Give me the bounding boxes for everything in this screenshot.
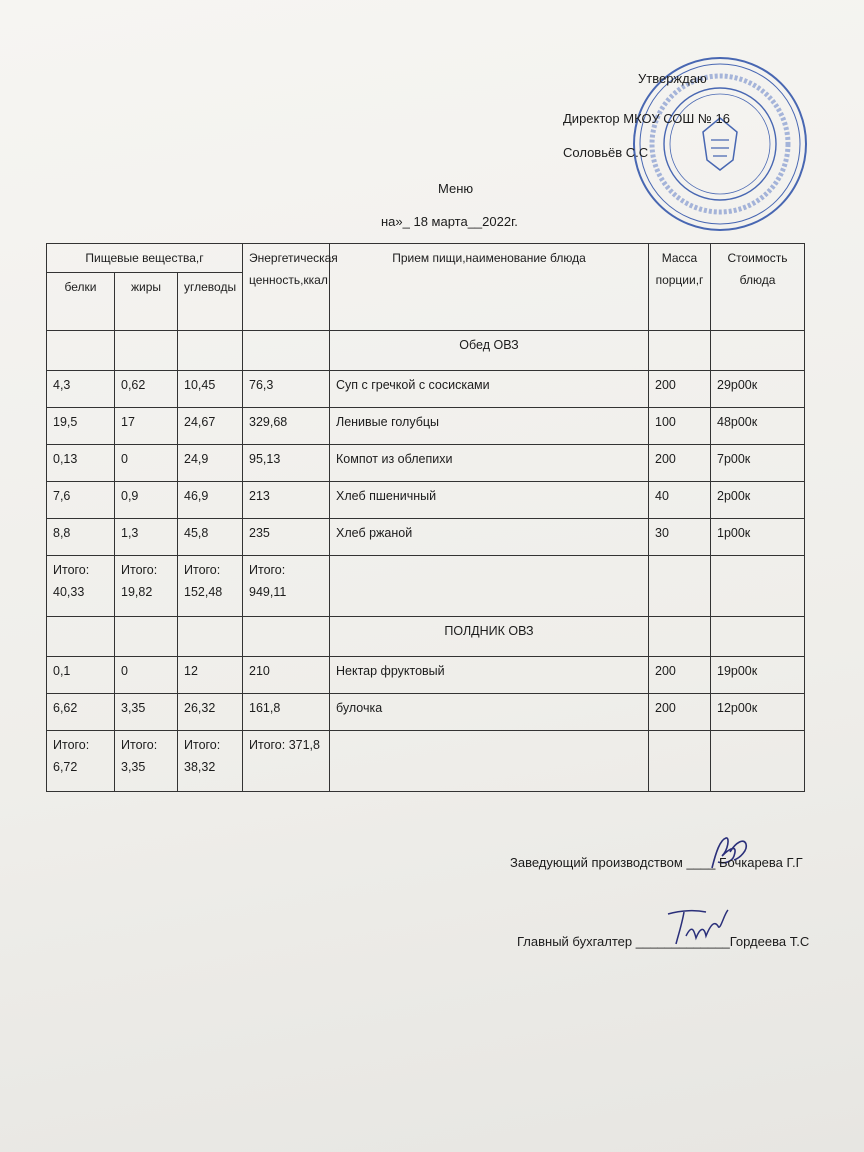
cell-mass: 200: [649, 371, 711, 408]
total-row: [47, 556, 805, 617]
cell-fat: 3,35: [115, 694, 178, 731]
cell-protein: 4,3: [47, 371, 115, 408]
header-dish: Прием пищи,наименование блюда: [330, 244, 649, 331]
cell-energy: 210: [243, 657, 330, 694]
header-mass: Масса порции,г: [649, 244, 711, 331]
table-row: [47, 408, 805, 445]
total-row: [47, 731, 805, 792]
cell-cost: 29р00к: [711, 371, 805, 408]
cell-fat: 0,62: [115, 371, 178, 408]
header-fat: жиры: [115, 273, 178, 331]
header-carbs: углеводы: [178, 273, 243, 331]
cell-protein: 8,8: [47, 519, 115, 556]
cell-cost: 7р00к: [711, 445, 805, 482]
table-row: [47, 519, 805, 556]
cell-energy: 235: [243, 519, 330, 556]
cell-energy: 161,8: [243, 694, 330, 731]
cell-carbs: 46,9: [178, 482, 243, 519]
cell-protein: 19,5: [47, 408, 115, 445]
approve-label: Утверждаю: [638, 71, 707, 86]
total-fat: Итого: 19,82: [115, 556, 178, 617]
cell-fat: 0,9: [115, 482, 178, 519]
cell-dish: Хлеб ржаной: [330, 519, 649, 556]
section-title: ПОЛДНИК ОВЗ: [330, 617, 649, 657]
cell-cost: 2р00к: [711, 482, 805, 519]
table-row: [47, 445, 805, 482]
header-energy: Энергетическая ценность,ккал: [243, 244, 330, 331]
header-protein: белки: [47, 273, 115, 331]
cell-dish: Суп с гречкой с сосисками: [330, 371, 649, 408]
menu-date: на»_ 18 марта__2022г.: [381, 214, 518, 229]
header-cost: Стоимость блюда: [711, 244, 805, 331]
table-row: [47, 694, 805, 731]
cell-protein: 7,6: [47, 482, 115, 519]
section-title: Обед ОВЗ: [330, 331, 649, 371]
cell-dish: Хлеб пшеничный: [330, 482, 649, 519]
cell-protein: 0,1: [47, 657, 115, 694]
cell-fat: 0: [115, 657, 178, 694]
cell-protein: 6,62: [47, 694, 115, 731]
cell-mass: 200: [649, 694, 711, 731]
section-row: [47, 331, 805, 371]
cell-dish: булочка: [330, 694, 649, 731]
director-line: Директор МКОУ СОШ № 16: [563, 111, 730, 126]
table-row: [47, 371, 805, 408]
table-row: [47, 657, 805, 694]
chief-accountant-line: Главный бухгалтер _____________Гордеева Т.С: [517, 934, 810, 949]
cell-carbs: 45,8: [178, 519, 243, 556]
cell-mass: 100: [649, 408, 711, 445]
total-energy: Итого: 371,8: [243, 731, 330, 792]
header-nutrients: Пищевые вещества,г: [47, 244, 243, 273]
table-row: [47, 482, 805, 519]
cell-mass: 30: [649, 519, 711, 556]
cell-fat: 1,3: [115, 519, 178, 556]
total-energy: Итого: 949,11: [243, 556, 330, 617]
menu-table: [46, 243, 805, 792]
cell-protein: 0,13: [47, 445, 115, 482]
director-name: Соловьёв С.С: [563, 145, 649, 160]
total-carbs: Итого: 152,48: [178, 556, 243, 617]
cell-dish: Ленивые голубцы: [330, 408, 649, 445]
cell-mass: 200: [649, 657, 711, 694]
cell-dish: Нектар фруктовый: [330, 657, 649, 694]
cell-carbs: 12: [178, 657, 243, 694]
cell-fat: 17: [115, 408, 178, 445]
cell-carbs: 26,32: [178, 694, 243, 731]
cell-mass: 200: [649, 445, 711, 482]
cell-cost: 12р00к: [711, 694, 805, 731]
cell-cost: 1р00к: [711, 519, 805, 556]
cell-cost: 48р00к: [711, 408, 805, 445]
total-protein: Итого: 6,72: [47, 731, 115, 792]
cell-dish: Компот из облепихи: [330, 445, 649, 482]
total-carbs: Итого: 38,32: [178, 731, 243, 792]
cell-fat: 0: [115, 445, 178, 482]
cell-energy: 76,3: [243, 371, 330, 408]
section-row: [47, 617, 805, 657]
cell-carbs: 24,67: [178, 408, 243, 445]
total-protein: Итого: 40,33: [47, 556, 115, 617]
cell-carbs: 10,45: [178, 371, 243, 408]
cell-mass: 40: [649, 482, 711, 519]
cell-energy: 213: [243, 482, 330, 519]
production-manager-line: Заведующий производством ____ Бочкарева Г.Г: [510, 855, 803, 870]
cell-energy: 95,13: [243, 445, 330, 482]
cell-energy: 329,68: [243, 408, 330, 445]
total-fat: Итого: 3,35: [115, 731, 178, 792]
page-title: Меню: [438, 181, 474, 196]
cell-carbs: 24,9: [178, 445, 243, 482]
cell-cost: 19р00к: [711, 657, 805, 694]
